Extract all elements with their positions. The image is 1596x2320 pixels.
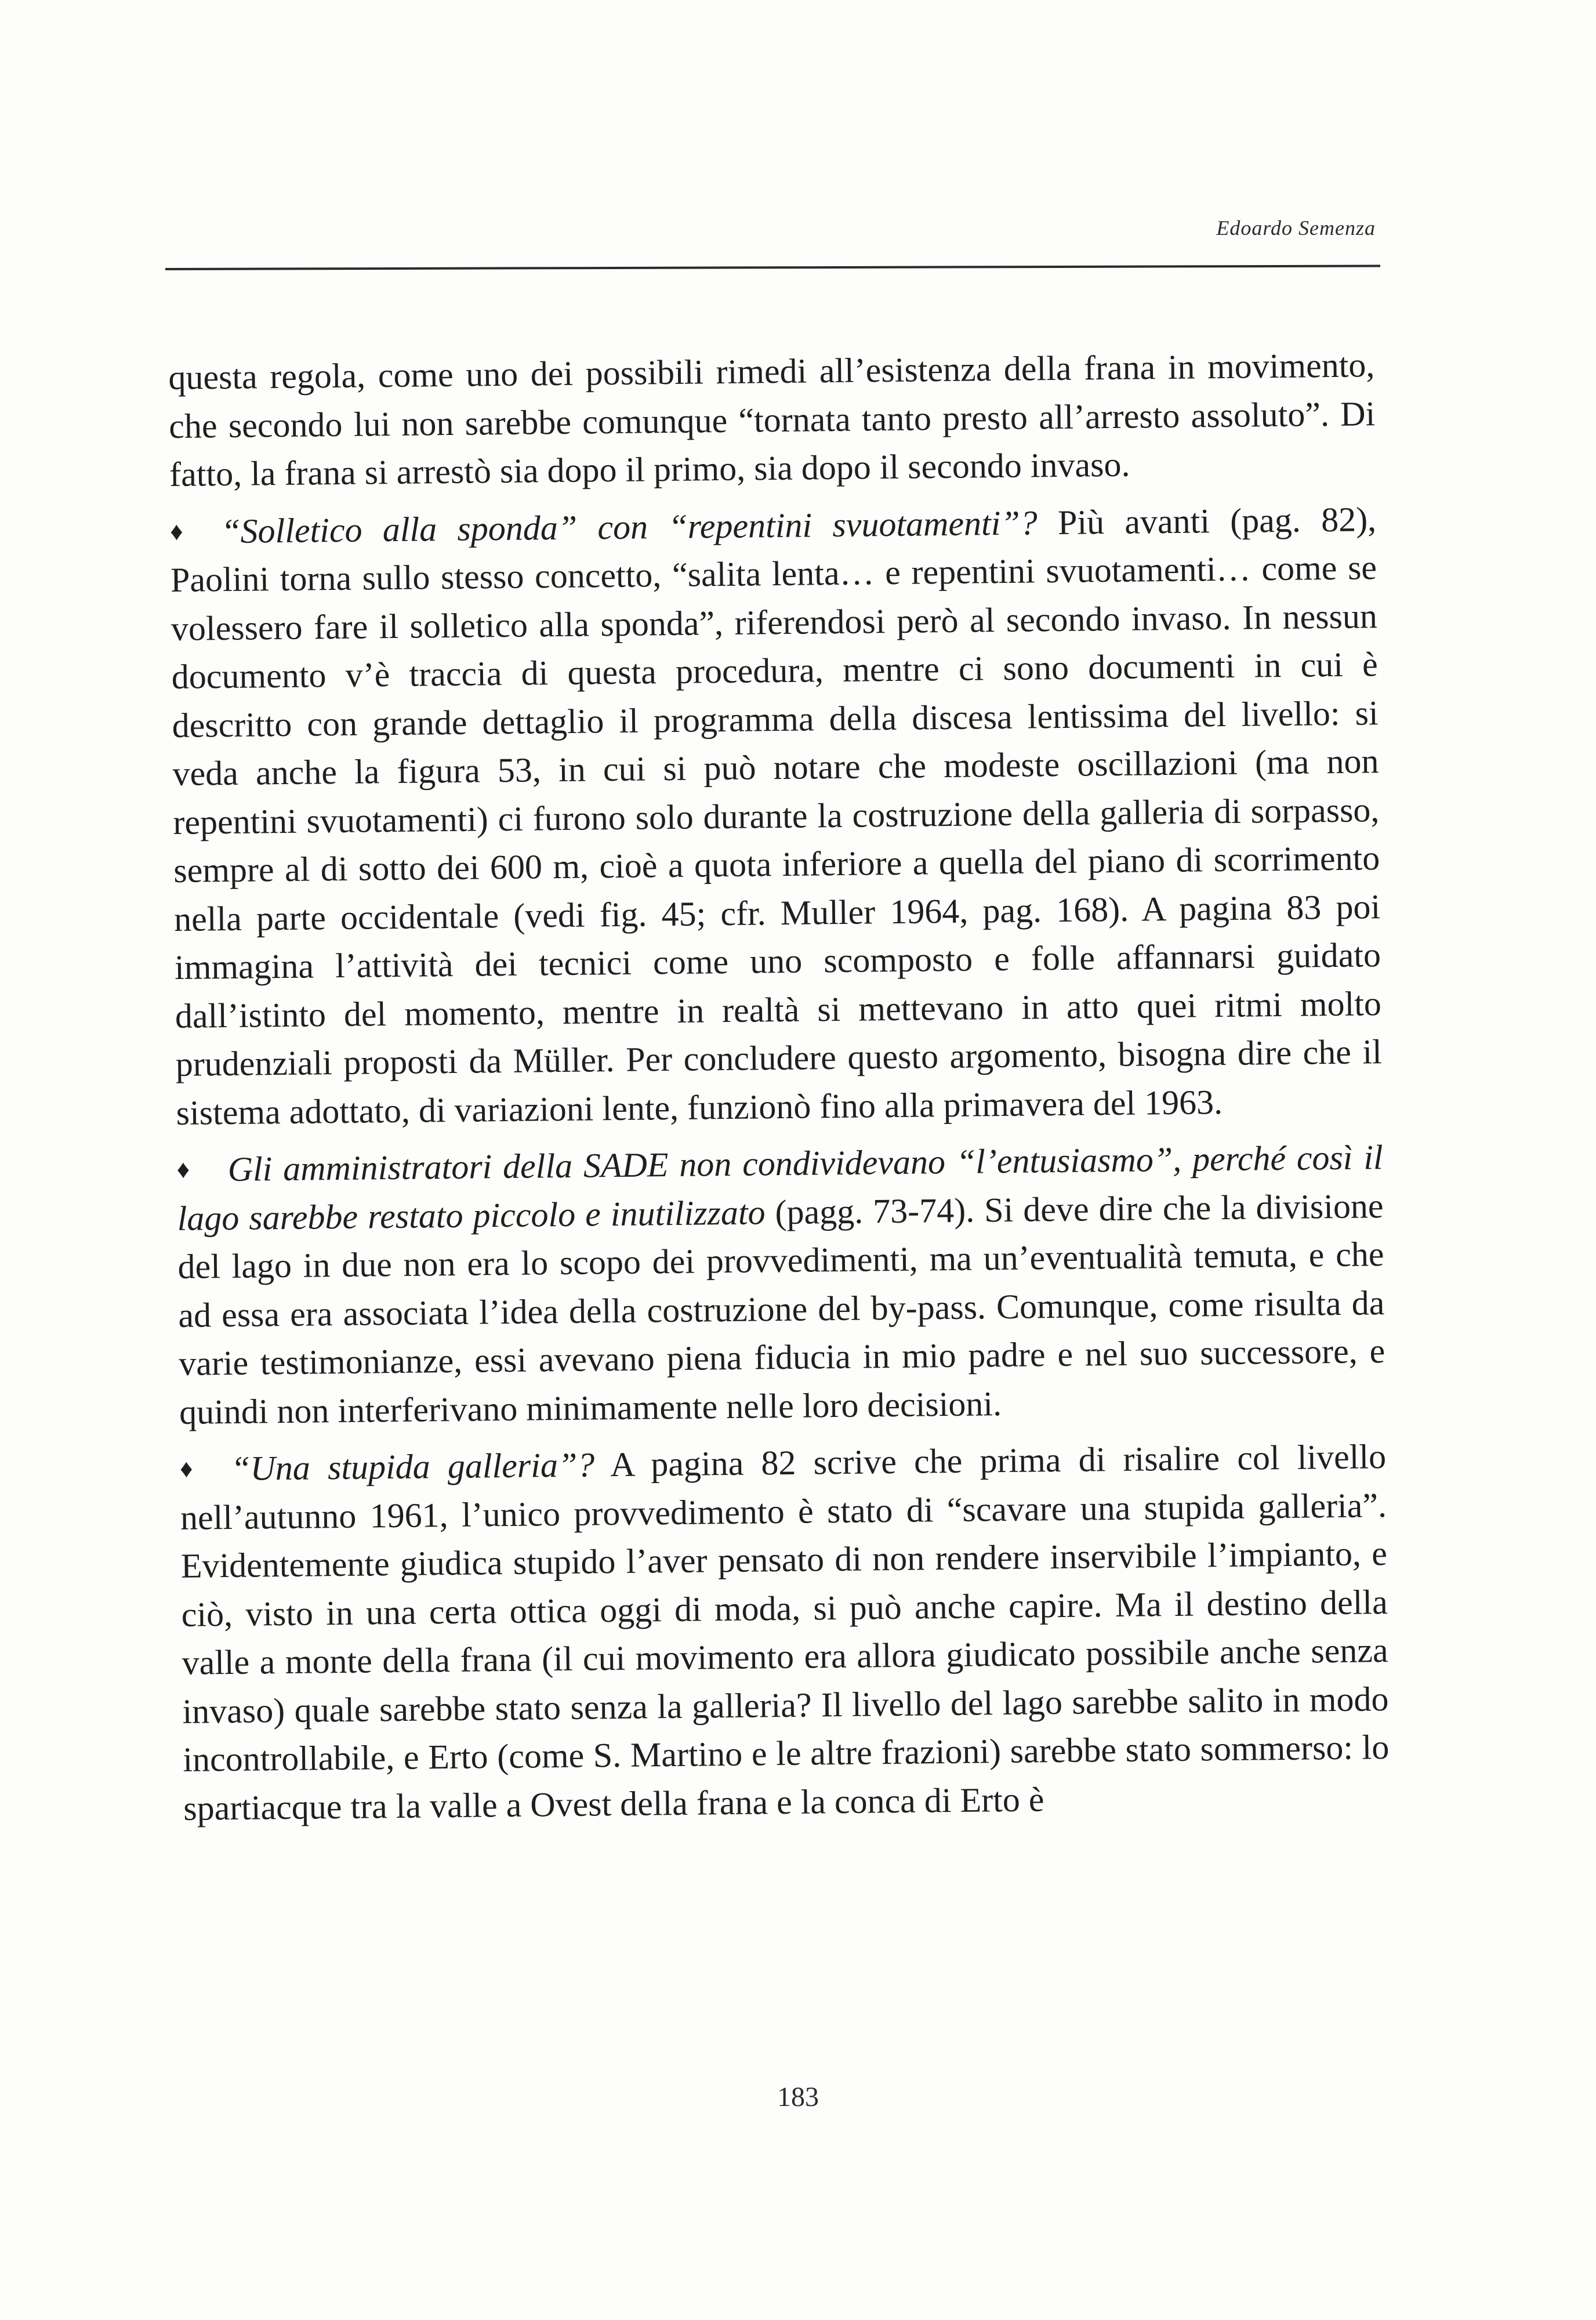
body-text	[168, 341, 1390, 1841]
page-number: 183	[777, 2082, 819, 2112]
running-head: Edoardo Semenza	[1216, 216, 1376, 240]
header-rule	[165, 265, 1380, 270]
paragraph-2	[170, 495, 1383, 1137]
paragraph-4-text: A pagina 82 scrive che prima di risalire col livello nell’autunno 1961, l’unico provvedimento è stato di “scavare una stupida galleria”. Evidentemente giudica stupido l’aver pensato di non rendere inservibile l’impianto, e ciò, visto in una certa ottica oggi di moda, si può anche capire. Ma il destino della valle a monte della frana (il cui movimento era allora giudicato possibile anche senza invaso) quale sarebbe stato senza la galleria? Il livello del lago sarebbe salito in modo incontrollabile, e Erto (come S. Martino e le altre frazioni) sarebbe stato sommerso: lo spartiacque tra la valle a Ovest della frana e la conca di Erto è	[180, 1437, 1390, 1828]
paragraph-2-lead: “Solletico alla sponda” con “repentini svuotamenti”?	[220, 503, 1038, 550]
paragraph-4	[180, 1432, 1390, 1833]
paragraph-4-lead: “Una stupida galleria”?	[230, 1445, 595, 1488]
diamond-bullet-icon: ♦	[169, 517, 183, 546]
diamond-bullet-icon: ♦	[176, 1155, 190, 1184]
paragraph-3-lead: Gli amministratori della SADE non condividevano “l’entusiasmo”, perché così il lago sarebbe restato piccolo e inutilizzato	[177, 1138, 1383, 1238]
paragraph-3	[176, 1133, 1385, 1437]
paragraph-3-text: (pagg. 73-74). Si deve dire che la divisione del lago in due non era lo scopo dei provvedimenti, ma un’eventualità temuta, e che ad essa era associata l’idea della costruzione del by-pass. Comunque, come risulta da varie testimonianze, essi avevano piena fiducia in mio padre e nel suo successore, e quindi non interferivano minimamente nelle loro decisioni.	[177, 1186, 1385, 1431]
paragraph-1: questa regola, come uno dei possibili rimedi all’esistenza della frana in movimento, che secondo lui non sarebbe comunque “tornata tanto presto all’arresto assoluto”. Di fatto, la frana si arrestò sia dopo il primo, sia dopo il secondo invaso.	[168, 346, 1376, 494]
paragraph-2-text: Più avanti (pag. 82), Paolini torna sullo stesso concetto, “salita lenta… e repentini svuotamenti… come se volessero fare il solletico alla sponda”, riferendosi però al secondo invaso. In nessun documento v’è traccia di questa procedura, mentre ci sono documenti in cui è descritto con grande dettaglio il programma della discesa lentissima del livello: si veda anche la figura 53, in cui si può notare che modeste oscillazioni (ma non repentini svuotamenti) ci furono solo durante la costruzione della galleria di sorpasso, sempre al di sotto dei 600 m, cioè a quota inferiore a quella del piano di scorrimento nella parte occidentale (vedi fig. 45; cfr. Muller 1964, pag. 168). A pagina 83 poi immagina l’attività dei tecnici come uno scomposto e folle affannarsi guidato dall’istinto del momento, mentre in realtà si mettevano in atto quei ritmi molto prudenziali proposti da Müller. Per concludere questo argomento, bisogna dire che il sistema adottato, di variazioni lente, funzionò fino alla primavera del 1963.	[170, 499, 1383, 1132]
diamond-bullet-icon: ♦	[179, 1454, 193, 1483]
